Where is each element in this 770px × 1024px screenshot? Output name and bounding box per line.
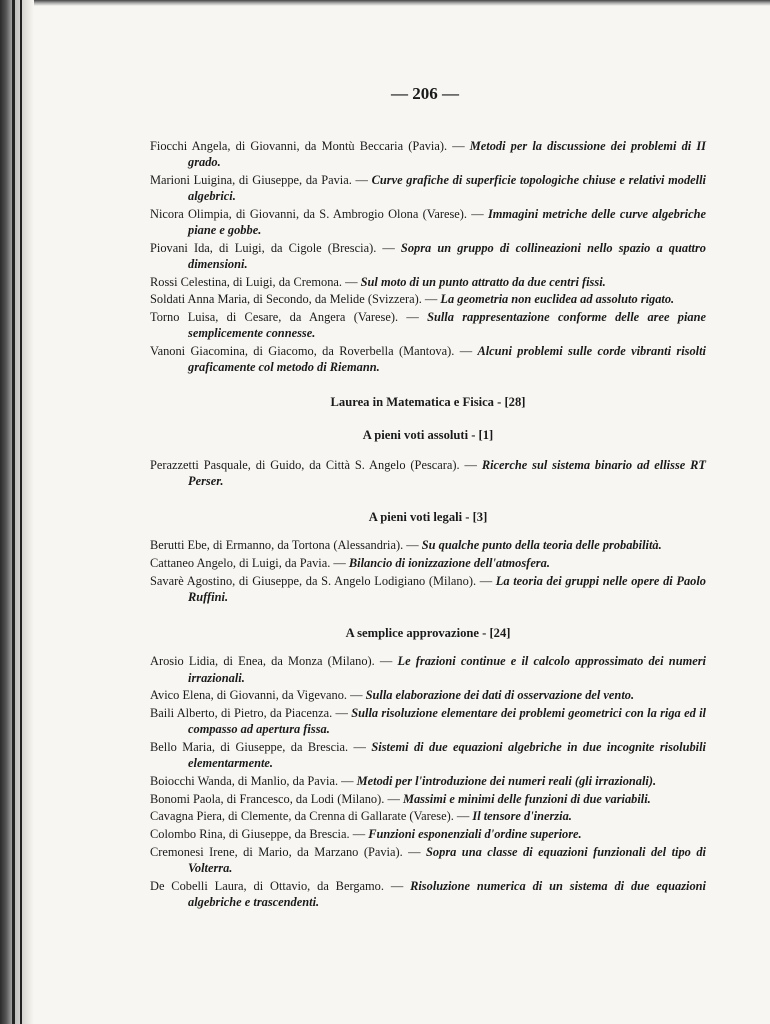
thesis-title: Curve grafiche di superficie topologiche chiuse e relativi modelli algebrici. <box>188 172 706 204</box>
thesis-author: Savarè Agostino, di Giuseppe, da S. Angelo Lodigiano (Milano). — <box>150 573 496 588</box>
thesis-author: Boiocchi Wanda, di Manlio, da Pavia. — <box>150 773 357 788</box>
thesis-entry <box>150 808 706 824</box>
thesis-entry <box>150 274 706 290</box>
thesis-title: Funzioni esponenziali d'ordine superiore. <box>368 826 582 841</box>
thesis-entry <box>150 844 706 876</box>
thesis-entry <box>150 457 706 489</box>
thesis-entry <box>150 739 706 771</box>
thesis-author: Vanoni Giacomina, di Giacomo, da Roverbella (Mantova). — <box>150 343 478 358</box>
thesis-entry <box>150 705 706 737</box>
thesis-title: Massimi e minimi delle funzioni di due variabili. <box>402 791 651 806</box>
thesis-author: Marioni Luigina, di Giuseppe, da Pavia. — <box>150 172 372 187</box>
thesis-title: Metodi per l'introduzione dei numeri reali (gli irrazionali). <box>356 773 657 788</box>
thesis-title: Sulla elaborazione dei dati di osservazione del vento. <box>365 688 635 703</box>
thesis-title: Sistemi di due equazioni algebriche in due incognite risolubili elementarmente. <box>188 739 706 771</box>
thesis-author: Cavagna Piera, di Clemente, da Crenna di Gallarate (Varese). — <box>150 809 473 824</box>
thesis-author: Cattaneo Angelo, di Luigi, da Pavia. — <box>150 556 349 571</box>
thesis-title: Sopra una classe di equazioni funzionali del tipo di Volterra. <box>188 844 706 875</box>
thesis-author: Arosio Lidia, di Enea, da Monza (Milano). — <box>150 654 398 669</box>
thesis-author: Torno Luisa, di Cesare, da Angera (Varese). — <box>150 310 428 325</box>
thesis-entry <box>150 343 706 375</box>
binding-line <box>20 0 22 1024</box>
thesis-list-legali <box>150 537 706 605</box>
thesis-author: Bonomi Paola, di Francesco, da Lodi (Milano). — <box>150 791 403 806</box>
thesis-author: Colombo Rina, di Giuseppe, da Brescia. — <box>150 826 369 841</box>
thesis-entry <box>150 791 706 807</box>
thesis-title: Alcuni problemi sulle corde vibranti risolti graficamente col metodo di Riemann. <box>188 343 706 375</box>
thesis-title: Il tensore d'inerzia. <box>472 809 572 824</box>
thesis-author: Nicora Olimpia, di Giovanni, da S. Ambrogio Olona (Varese). — <box>150 206 488 221</box>
thesis-list-semplice <box>150 653 706 910</box>
thesis-author: Rossi Celestina, di Luigi, da Cremona. — <box>150 274 361 289</box>
thesis-author: Fiocchi Angela, di Giovanni, da Montù Beccaria (Pavia). — <box>150 139 470 153</box>
thesis-entry <box>150 573 706 605</box>
thesis-title: Sulla risoluzione elementare dei problemi geometrici con la riga ed il compasso ad apertura fissa. <box>188 705 706 737</box>
page-number: — 206 — <box>391 84 459 103</box>
thesis-entry <box>150 826 706 842</box>
thesis-entry <box>150 773 706 789</box>
thesis-entry <box>150 878 706 910</box>
thesis-title: Bilancio di ionizzazione dell'atmosfera. <box>348 556 550 571</box>
thesis-author: Bello Maria, di Giuseppe, da Brescia. — <box>150 739 372 754</box>
thesis-author: De Cobelli Laura, di Ottavio, da Bergamo. — <box>150 878 411 893</box>
thesis-title: La teoria dei gruppi nelle opere di Paolo Ruffini. <box>188 573 706 604</box>
section-heading-semplice: A semplice approvazione - [24] <box>345 626 511 641</box>
section-heading-degree: Laurea in Matematica e Fisica - [28] <box>330 395 526 410</box>
thesis-entry <box>150 555 706 571</box>
binding-line <box>12 0 15 1024</box>
section-heading-legali: A pieni voti legali - [3] <box>368 510 488 525</box>
thesis-author: Avico Elena, di Giovanni, da Vigevano. — <box>150 688 366 703</box>
page-top-edge <box>34 0 770 6</box>
thesis-author: Piovani Ida, di Luigi, da Cigole (Brescia). — <box>150 240 401 255</box>
section-heading-assoluti: A pieni voti assoluti - [1] <box>362 427 494 442</box>
thesis-entry <box>150 240 706 272</box>
thesis-title: Sulla rappresentazione conforme delle aree piane semplicemente connesse. <box>188 310 706 341</box>
thesis-title: Metodi per la discussione dei problemi di II grado. <box>188 139 706 170</box>
thesis-author: Soldati Anna Maria, di Secondo, da Melide (Svizzera). — <box>150 292 441 307</box>
thesis-entry <box>150 172 706 204</box>
thesis-entry <box>150 138 706 170</box>
thesis-title: Le frazioni continue e il calcolo approssimato dei numeri irrazionali. <box>188 654 706 685</box>
thesis-entry <box>150 291 706 307</box>
thesis-author: Perazzetti Pasquale, di Guido, da Città S. Angelo (Pescara). — <box>150 457 482 472</box>
thesis-entry <box>150 206 706 238</box>
thesis-title: Immagini metriche delle curve algebriche piane e gobbe. <box>188 206 706 238</box>
thesis-entry <box>150 309 706 341</box>
thesis-entry <box>150 653 706 685</box>
thesis-entry <box>150 537 706 553</box>
thesis-author: Baili Alberto, di Pietro, da Piacenza. — <box>150 705 352 720</box>
thesis-title: La geometria non euclidea ad assoluto rigato. <box>440 292 675 307</box>
thesis-title: Sul moto di un punto attratto da due centri fissi. <box>360 274 606 289</box>
thesis-title: Sopra un gruppo di collineazioni nello spazio a quattro dimensioni. <box>188 240 706 271</box>
thesis-author: Berutti Ebe, di Ermanno, da Tortona (Alessandria). — <box>150 538 422 553</box>
page-content <box>150 138 706 911</box>
thesis-list-assoluti <box>150 457 706 489</box>
thesis-author: Cremonesi Irene, di Mario, da Marzano (Pavia). — <box>150 844 427 859</box>
thesis-entry <box>150 687 706 703</box>
thesis-title: Ricerche sul sistema binario ad ellisse RT Perser. <box>188 457 706 488</box>
book-binding-shadow <box>0 0 34 1024</box>
thesis-list-group <box>150 138 706 375</box>
thesis-title: Su qualche punto della teoria delle probabilità. <box>421 538 662 553</box>
thesis-title: Risoluzione numerica di un sistema di due equazioni algebriche e trascendenti. <box>188 878 706 909</box>
